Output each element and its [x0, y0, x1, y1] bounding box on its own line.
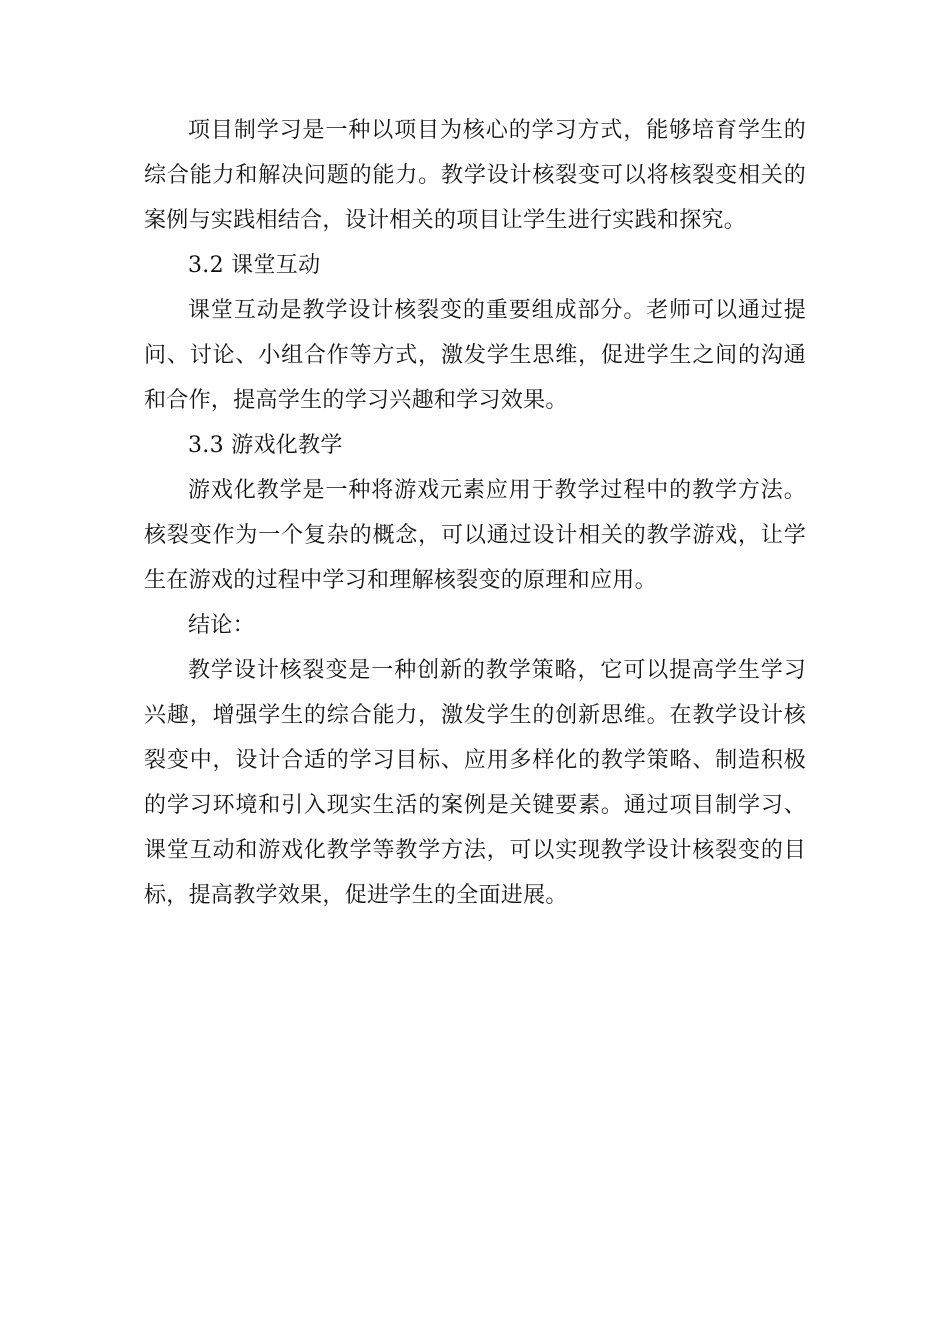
section-heading-classroom-interaction: 3.2 课堂互动 [188, 253, 321, 278]
section-heading-gamified-teaching: 3.3 游戏化教学 [188, 433, 343, 458]
document-page [144, 108, 806, 918]
section-heading-conclusion: 结论： [188, 613, 255, 638]
paragraph-gamified-teaching: 游戏化教学是一种将游戏元素应用于教学过程中的教学方法。核裂变作为一个复杂的概念，可以通过设计相关的教学游戏，让学生在游戏的过程中学习和理解核裂变的原理和应用。 [144, 478, 806, 593]
paragraph-project-learning: 项目制学习是一种以项目为核心的学习方式，能够培育学生的综合能力和解决问题的能力。教学设计核裂变可以将核裂变相关的案例与实践相结合，设计相关的项目让学生进行实践和探究。 [144, 118, 806, 233]
paragraph-conclusion: 教学设计核裂变是一种创新的教学策略，它可以提高学生学习兴趣，增强学生的综合能力，激发学生的创新思维。在教学设计核裂变中，设计合适的学习目标、应用多样化的教学策略、制造积极的学习环境和引入现实生活的案例是关键要素。通过项目制学习、课堂互动和游戏化教学等教学方法，可以实现教学设计核裂变的目标，提高教学效果，促进学生的全面进展。 [144, 658, 806, 908]
paragraph-classroom-interaction: 课堂互动是教学设计核裂变的重要组成部分。老师可以通过提问、讨论、小组合作等方式，激发学生思维，促进学生之间的沟通和合作，提高学生的学习兴趣和学习效果。 [144, 298, 806, 413]
